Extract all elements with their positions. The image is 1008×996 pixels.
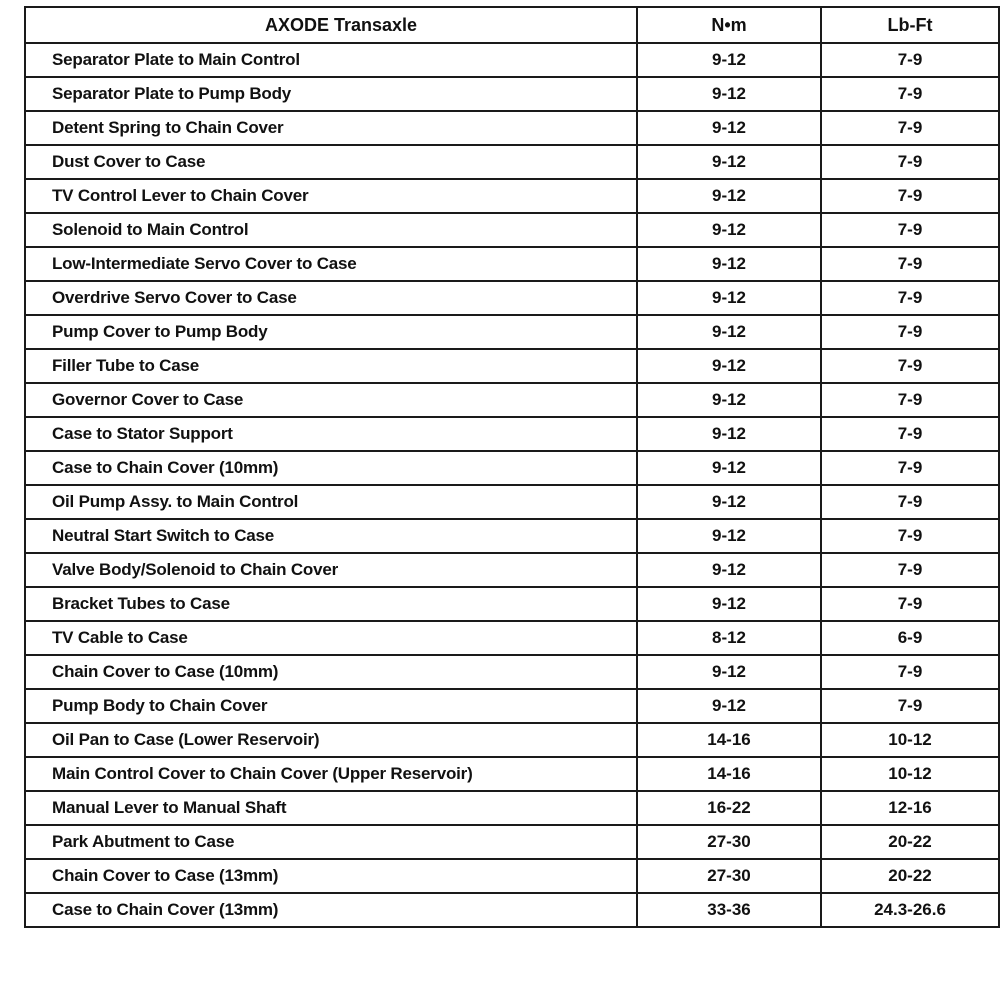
cell-nm: 9-12 <box>637 519 821 553</box>
table-row <box>25 587 999 621</box>
cell-nm: 9-12 <box>637 383 821 417</box>
cell-nm: 14-16 <box>637 723 821 757</box>
cell-nm: 9-12 <box>637 213 821 247</box>
cell-component: Filler Tube to Case <box>25 349 637 383</box>
cell-lbft: 7-9 <box>821 383 999 417</box>
cell-nm: 9-12 <box>637 77 821 111</box>
cell-lbft: 24.3-26.6 <box>821 893 999 927</box>
cell-nm: 27-30 <box>637 825 821 859</box>
cell-component: Solenoid to Main Control <box>25 213 637 247</box>
cell-component: Main Control Cover to Chain Cover (Upper Reservoir) <box>25 757 637 791</box>
cell-component: Case to Stator Support <box>25 417 637 451</box>
table-row <box>25 893 999 927</box>
cell-lbft: 7-9 <box>821 247 999 281</box>
table-row <box>25 723 999 757</box>
cell-lbft: 7-9 <box>821 43 999 77</box>
table-row <box>25 689 999 723</box>
cell-nm: 9-12 <box>637 247 821 281</box>
cell-component: Dust Cover to Case <box>25 145 637 179</box>
cell-lbft: 7-9 <box>821 451 999 485</box>
cell-component: Low-Intermediate Servo Cover to Case <box>25 247 637 281</box>
cell-nm: 33-36 <box>637 893 821 927</box>
cell-nm: 8-12 <box>637 621 821 655</box>
cell-lbft: 7-9 <box>821 315 999 349</box>
cell-component: Bracket Tubes to Case <box>25 587 637 621</box>
cell-component: Manual Lever to Manual Shaft <box>25 791 637 825</box>
cell-component: Pump Body to Chain Cover <box>25 689 637 723</box>
table-row <box>25 349 999 383</box>
cell-component: Oil Pump Assy. to Main Control <box>25 485 637 519</box>
cell-lbft: 20-22 <box>821 825 999 859</box>
column-header-nm: N•m <box>637 7 821 43</box>
cell-component: TV Cable to Case <box>25 621 637 655</box>
table-row <box>25 791 999 825</box>
cell-nm: 9-12 <box>637 587 821 621</box>
table-row <box>25 825 999 859</box>
cell-nm: 9-12 <box>637 179 821 213</box>
table-row <box>25 859 999 893</box>
cell-lbft: 7-9 <box>821 77 999 111</box>
cell-lbft: 7-9 <box>821 417 999 451</box>
table-row <box>25 281 999 315</box>
cell-component: Neutral Start Switch to Case <box>25 519 637 553</box>
cell-nm: 9-12 <box>637 553 821 587</box>
cell-lbft: 7-9 <box>821 349 999 383</box>
cell-component: Separator Plate to Main Control <box>25 43 637 77</box>
cell-nm: 16-22 <box>637 791 821 825</box>
cell-lbft: 10-12 <box>821 757 999 791</box>
column-header-component: AXODE Transaxle <box>25 7 637 43</box>
table-body <box>25 43 999 927</box>
table-row <box>25 519 999 553</box>
table-row <box>25 247 999 281</box>
table-row <box>25 77 999 111</box>
cell-component: Chain Cover to Case (13mm) <box>25 859 637 893</box>
cell-nm: 9-12 <box>637 145 821 179</box>
cell-component: Valve Body/Solenoid to Chain Cover <box>25 553 637 587</box>
cell-nm: 9-12 <box>637 689 821 723</box>
cell-lbft: 7-9 <box>821 655 999 689</box>
cell-nm: 9-12 <box>637 315 821 349</box>
table-row <box>25 485 999 519</box>
table-row <box>25 383 999 417</box>
cell-lbft: 12-16 <box>821 791 999 825</box>
cell-lbft: 7-9 <box>821 587 999 621</box>
cell-lbft: 7-9 <box>821 553 999 587</box>
table-row <box>25 757 999 791</box>
cell-component: Case to Chain Cover (10mm) <box>25 451 637 485</box>
cell-nm: 9-12 <box>637 43 821 77</box>
cell-component: Case to Chain Cover (13mm) <box>25 893 637 927</box>
cell-nm: 14-16 <box>637 757 821 791</box>
cell-component: Oil Pan to Case (Lower Reservoir) <box>25 723 637 757</box>
cell-nm: 9-12 <box>637 451 821 485</box>
cell-lbft: 7-9 <box>821 179 999 213</box>
torque-spec-sheet <box>24 6 998 928</box>
table-row <box>25 417 999 451</box>
table-row <box>25 315 999 349</box>
cell-component: Park Abutment to Case <box>25 825 637 859</box>
cell-component: Separator Plate to Pump Body <box>25 77 637 111</box>
cell-lbft: 10-12 <box>821 723 999 757</box>
table-row <box>25 111 999 145</box>
cell-lbft: 7-9 <box>821 213 999 247</box>
column-header-lbft: Lb-Ft <box>821 7 999 43</box>
cell-lbft: 20-22 <box>821 859 999 893</box>
cell-nm: 9-12 <box>637 485 821 519</box>
cell-component: Chain Cover to Case (10mm) <box>25 655 637 689</box>
cell-lbft: 7-9 <box>821 281 999 315</box>
table-row <box>25 621 999 655</box>
cell-nm: 9-12 <box>637 349 821 383</box>
cell-nm: 9-12 <box>637 417 821 451</box>
table-row <box>25 655 999 689</box>
cell-lbft: 7-9 <box>821 145 999 179</box>
cell-nm: 9-12 <box>637 111 821 145</box>
cell-lbft: 6-9 <box>821 621 999 655</box>
cell-component: Pump Cover to Pump Body <box>25 315 637 349</box>
cell-nm: 9-12 <box>637 281 821 315</box>
cell-component: TV Control Lever to Chain Cover <box>25 179 637 213</box>
table-row <box>25 553 999 587</box>
cell-component: Governor Cover to Case <box>25 383 637 417</box>
table-row <box>25 43 999 77</box>
cell-nm: 9-12 <box>637 655 821 689</box>
torque-spec-table <box>24 6 1000 928</box>
cell-component: Detent Spring to Chain Cover <box>25 111 637 145</box>
cell-lbft: 7-9 <box>821 485 999 519</box>
cell-lbft: 7-9 <box>821 111 999 145</box>
table-row <box>25 213 999 247</box>
table-row <box>25 145 999 179</box>
table-header-row <box>25 7 999 43</box>
cell-lbft: 7-9 <box>821 689 999 723</box>
cell-nm: 27-30 <box>637 859 821 893</box>
table-row <box>25 451 999 485</box>
table-row <box>25 179 999 213</box>
cell-lbft: 7-9 <box>821 519 999 553</box>
cell-component: Overdrive Servo Cover to Case <box>25 281 637 315</box>
